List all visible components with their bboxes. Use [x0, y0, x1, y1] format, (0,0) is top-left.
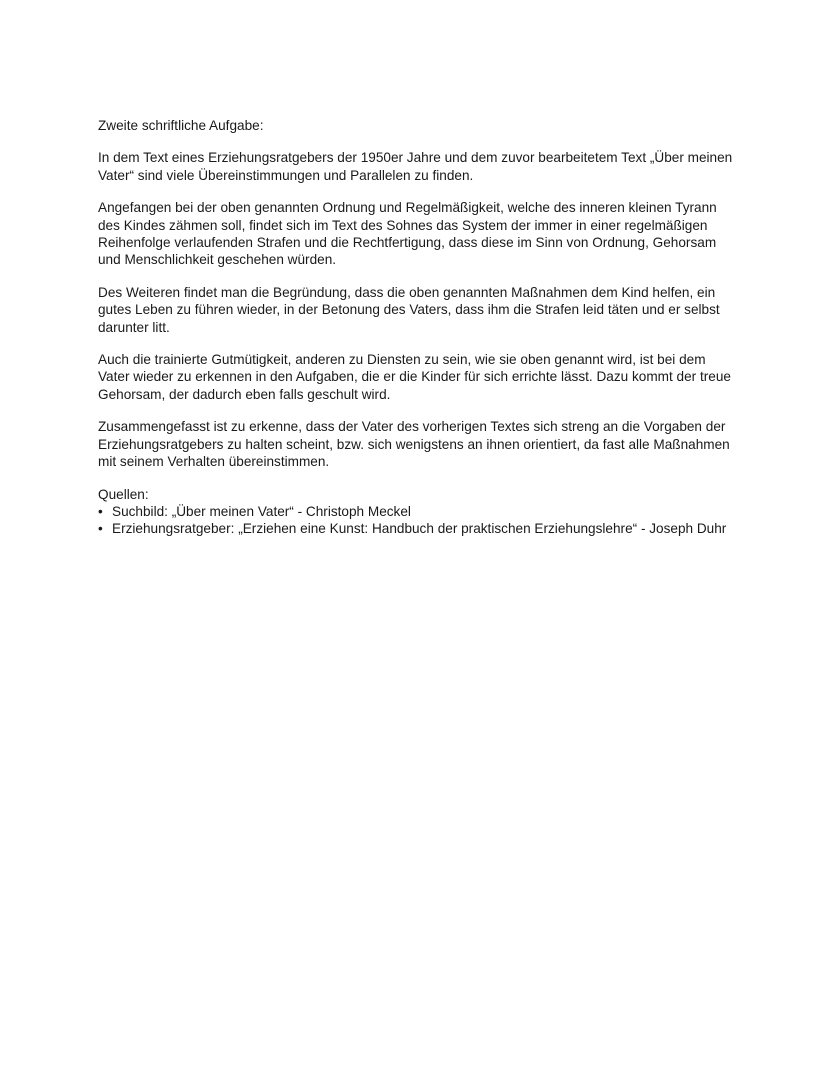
- document-page: [98, 117, 734, 538]
- source-item-text: Erziehungsratgeber: „Erziehen eine Kunst: Handbuch der praktischen Erziehungslehre“ - Joseph Duhr: [112, 521, 727, 537]
- paragraph-1: In dem Text eines Erziehungsratgebers der 1950er Jahre und dem zuvor bearbeitetem Text „Über meinen Vater“ sind viele Übereinstimmungen und Parallelen zu finden.: [98, 150, 733, 183]
- source-item: [98, 503, 734, 520]
- sources-title: Quellen:: [98, 486, 149, 502]
- paragraph-5: Zusammengefasst ist zu erkenne, dass der Vater des vorherigen Textes sich streng an die Vorgaben der Erziehungsratgebers zu halten scheint, bzw. sich wenigstens an ihnen orientiert, da fast alle Maßnahmen mit seinem Verhalten übereinstimmen.: [98, 419, 730, 470]
- document-heading: Zweite schriftliche Aufgabe:: [98, 118, 264, 133]
- sources-list: [98, 503, 734, 538]
- source-item-text: Suchbild: „Über meinen Vater“ - Christoph Meckel: [112, 503, 411, 519]
- source-item: [98, 520, 734, 537]
- bullet-icon: •: [98, 521, 103, 537]
- bullet-icon: •: [98, 503, 103, 519]
- paragraph-2: Angefangen bei der oben genannten Ordnung und Regelmäßigkeit, welche des inneren kleinen Tyrann des Kindes zähmen soll, findet sich im Text des Sohnes das System der immer in einer regelmäßigen Reihenfolge verlaufenden Strafen und die Rechtfertigung, dass diese im Sinn von Ordnung, Gehorsam und Menschlichkeit geschehen würden.: [98, 200, 717, 268]
- paragraph-4: Auch die trainierte Gutmütigkeit, anderen zu Diensten zu sein, wie sie oben genannt wird, ist bei dem Vater wieder zu erkennen in den Aufgaben, die er die Kinder für sich errichte lässt. Dazu kommt der treue Gehorsam, der dadurch eben falls geschult wird.: [98, 352, 731, 402]
- paragraph-3: Des Weiteren findet man die Begründung, dass die oben genannten Maßnahmen dem Kind helfen, ein gutes Leben zu führen wieder, in der Betonung des Vaters, dass ihm die Strafen leid täten und er selbst darunter litt.: [98, 284, 720, 335]
